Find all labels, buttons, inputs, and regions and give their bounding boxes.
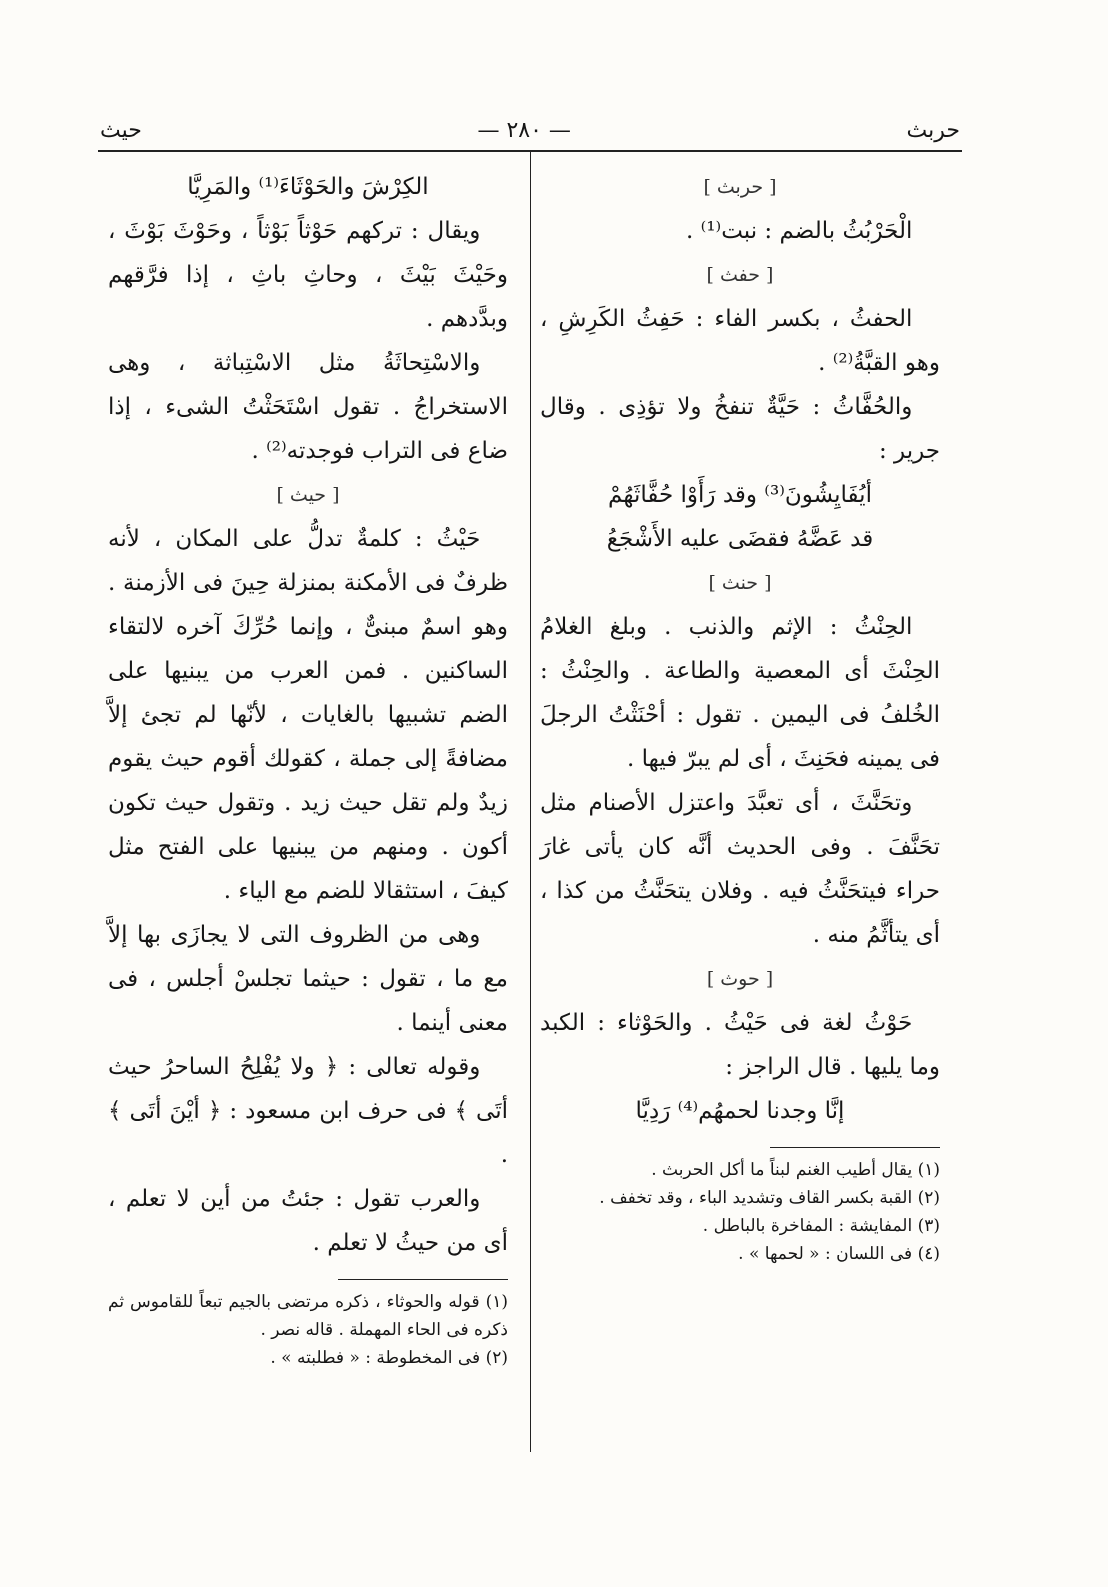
paragraph: والاسْتِحاثَةُ مثل الاسْتِباثة ، وهى الاستخراجُ . تقول اسْتَحَثْتُ الشىء ، إذا ضاع فى التراب فوجدته⁽²⁾ .: [108, 350, 508, 464]
paragraph: والحُفَّاثُ : حَيَّةٌ تنفخُ ولا تؤذِى . وقال جرير :: [540, 394, 940, 464]
entry-heading-hanath: [ حنث ]: [708, 572, 772, 594]
entry-heading-hayth: [ حيث ]: [276, 484, 340, 506]
header-left-word: حيث: [100, 117, 142, 143]
footnote-rule: [770, 1147, 940, 1148]
entry-heading-harbath: [ حربث ]: [703, 176, 777, 198]
entry-heading-hawth: [ حوث ]: [706, 968, 774, 990]
paragraph: حَيْثُ : كلمةٌ تدلُّ على المكان ، لأنه ظرفٌ فى الأمكنة بمنزلة حِينَ فى الأزمنة . وهو اسمٌ مبنىٌّ ، وإنما حُرِّكَ آخره لالتقاء الساكنين . فمن العرب من يبنيها على الضم تشبيها بالغايات ، لأنّها لم تجئ إلاَّ مضافةً إلى جملة ، كقولك أقوم حيث يقوم زيدٌ ولم تقل حيث زيد . وتقول حيث تكون أكون . ومنهم من يبنيها على الفتح مثل كيفَ ، استثقالا للضم مع الياء .: [108, 526, 508, 904]
verse-line: قد عَضَّهُ فقضَى عليه الأَشْجَعُ: [606, 526, 874, 552]
verse-line: إنَّا وجدنا لحمهُم⁽⁴⁾ رَدِيَّا: [635, 1098, 845, 1124]
paragraph: حَوْثُ لغة فى حَيْثُ . والحَوْثاء : الكبد وما يليها . قال الراجز :: [540, 1010, 940, 1080]
left-column: [108, 165, 508, 1372]
paragraph: وتحَنَّثَ ، أى تعبَّدَ واعتزل الأصنام مثل تحَنَّفَ . وفى الحديث أنَّه كان يأتى غارَ حراء فيتحَنَّثُ فيه . وفلان يتحَنَّثُ من كذا ، أى يتأثَّمُ منه .: [540, 790, 940, 948]
header-right-word: حربث: [906, 117, 960, 143]
footnote: (١) يقال أطيب الغنم لبناً ما أكل الحربث .: [651, 1160, 940, 1180]
paragraph: الحفثُ ، بكسر الفاء : حَفِثُ الكَرِشِ ، وهو القبَّةُ⁽²⁾ .: [540, 306, 940, 376]
paragraph: وهى من الظروف التى لا يجازَى بها إلاَّ مع ما ، تقول : حيثما تجلسْ أجلس ، فى معنى أينما .: [108, 922, 508, 1036]
paragraph: ويقال : تركهم حَوْثاً بَوْثاً ، وحَوْثَ بَوْثَ ، وحَيْثَ بَيْثَ ، وحاثِ باثِ ، إذا فرَّقهم وبدَّدهم .: [108, 218, 508, 332]
footnote-rule: [338, 1279, 508, 1280]
verse-line: الكِرْشَ والحَوْثَاءَ⁽¹⁾ والمَرِيَّا: [187, 174, 429, 200]
paragraph: وقوله تعالى : ﴿ ولا يُفْلِحُ الساحرُ حيث أتَى ﴾ فى حرف ابن مسعود : ﴿ أيْنَ أتَى ﴾ .: [108, 1054, 508, 1168]
footnote: (٢) القبة بكسر القاف وتشديد الباء ، وقد تخفف .: [599, 1188, 940, 1208]
verse-line: أيُفَايِشُونَ⁽³⁾ وقد رَأَوْا حُفَّاثَهُمْ: [608, 482, 872, 508]
column-divider: [530, 152, 531, 1452]
paragraph: والعرب تقول : جئتُ من أين لا تعلم ، أى من حيثُ لا تعلم .: [108, 1186, 508, 1256]
footnote: (٣) المفايشة : المفاخرة بالباطل .: [702, 1216, 940, 1236]
right-column: [540, 165, 940, 1268]
entry-heading-hafath: [ حفث ]: [706, 264, 774, 286]
paragraph: الحِنْثُ : الإثم والذنب . وبلغ الغلامُ الحِنْثَ أى المعصية والطاعة . والحِنْثُ : الخُلفُ فى اليمين . تقول : أحْنَثْتُ الرجلَ فى يمينه فحَنِثَ ، أى لم يبرّ فيها .: [540, 614, 940, 772]
paragraph: الْحَرْبُثُ بالضم : نبت⁽¹⁾ .: [686, 218, 913, 244]
footnote: (١) قوله والحوثاء ، ذكره مرتضى بالجيم تبعاً للقاموس ثم ذكره فى الحاء المهملة . قاله نصر .: [108, 1292, 508, 1340]
footnote: (٢) فى المخطوطة : « فطلبته » .: [270, 1348, 508, 1368]
page-number: — ٢٨٠ —: [477, 117, 571, 143]
footnote: (٤) فى اللسان : « لحمها » .: [738, 1244, 940, 1264]
running-header: [100, 112, 960, 148]
